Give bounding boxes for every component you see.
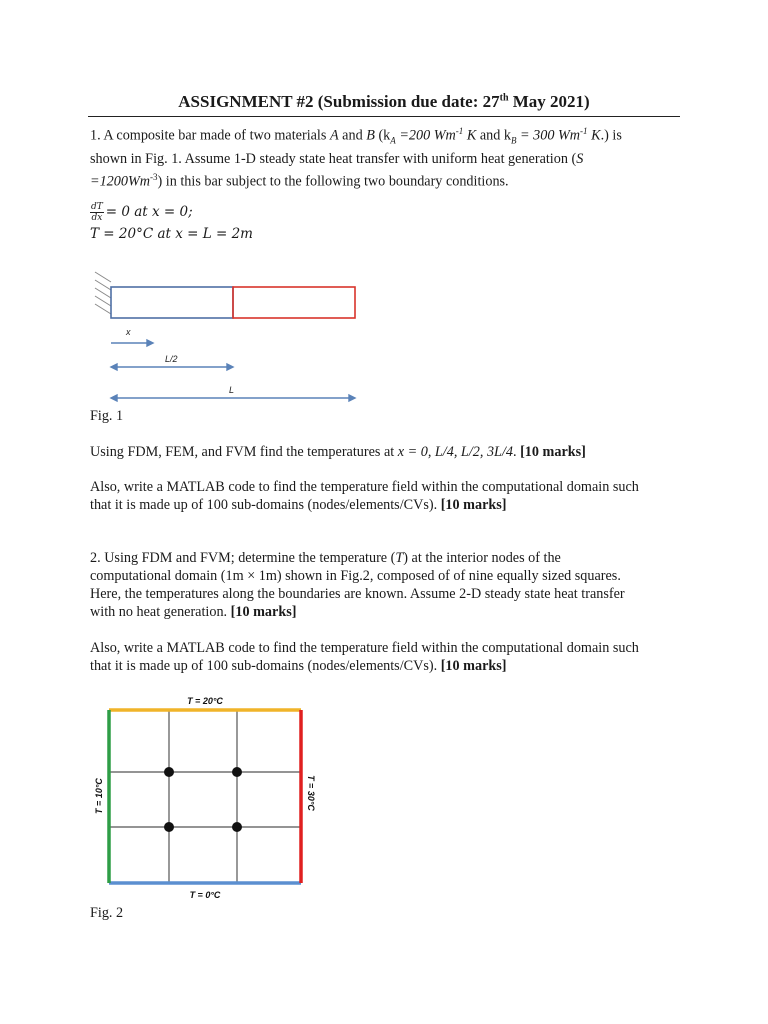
length-label: L	[229, 385, 235, 395]
material-a-segment	[111, 287, 233, 318]
q1-statement: 1. A composite bar made of two materials A and B ($k_A =200$ $Wm^{-1}$ K and $k_B = 300$ $Wm^{-1}$ K.) is shown in Fig. 1. Assume 1-D steady state heat transfer with uniform heat generation (S $=1200Wm^{-3}$) in this bar subject to the following two boundary conditions.	[90, 126, 622, 190]
q2-matlab-task: Also, write a MATLAB code to find the temperature field within the computational domain such that it is made up of 100 sub-domains (nodes/elements/CVs). [10 marks]	[90, 640, 639, 674]
interior-node	[164, 822, 174, 832]
right-boundary-label: T = 30°C	[306, 775, 316, 811]
interior-node	[164, 767, 174, 777]
figure-1	[85, 272, 375, 412]
wall-hatching	[95, 272, 111, 314]
fig-2-caption: Fig. 2	[90, 905, 124, 921]
title-rule	[88, 116, 680, 117]
interior-node	[232, 767, 242, 777]
derivative-fraction: $\frac{dT}{dx}$	[91, 202, 103, 223]
assignment-title	[0, 92, 768, 112]
figure-2	[85, 690, 335, 905]
bottom-boundary-label: T = 0°C	[189, 890, 221, 900]
title-text: ASSIGNMENT #2 (Submission due date: 27	[178, 92, 500, 111]
q1-task: Using FDM, FEM, and FVM find the temperatures at x = 0, L/4, L/2, 3L/4. [10 marks]	[90, 444, 586, 460]
fig-1-caption: Fig. 1	[90, 408, 124, 424]
title-tail: May 2021)	[508, 92, 590, 111]
q1-matlab-task: Also, write a MATLAB code to find the temperature field within the computational domain such that it is made up of 100 sub-domains (nodes/elements/CVs). [10 marks]	[90, 479, 639, 513]
top-boundary-label: T = 20°C	[187, 696, 223, 706]
interior-node	[232, 822, 242, 832]
half-length-label: L/2	[165, 354, 178, 364]
x-label: x	[126, 327, 131, 337]
boundary-condition-2: T = 20°C at x = L = 2m	[90, 226, 253, 242]
title-superscript: th	[499, 92, 509, 104]
q2-statement: 2. Using FDM and FVM; determine the temperature (T) at the interior nodes of the computational domain (1m × 1m) shown in Fig.2, composed of of nine equally sized squares. Here, the temperatures along the boundaries are known. Assume 2-D steady state heat transfer with no heat generation. [10 marks]	[90, 550, 625, 620]
boundary-condition-1: $\frac{dT}{dx}$ = 0 at x = 0;	[91, 202, 193, 223]
left-boundary-label: T = 10°C	[94, 778, 104, 814]
material-b-segment	[233, 287, 355, 318]
